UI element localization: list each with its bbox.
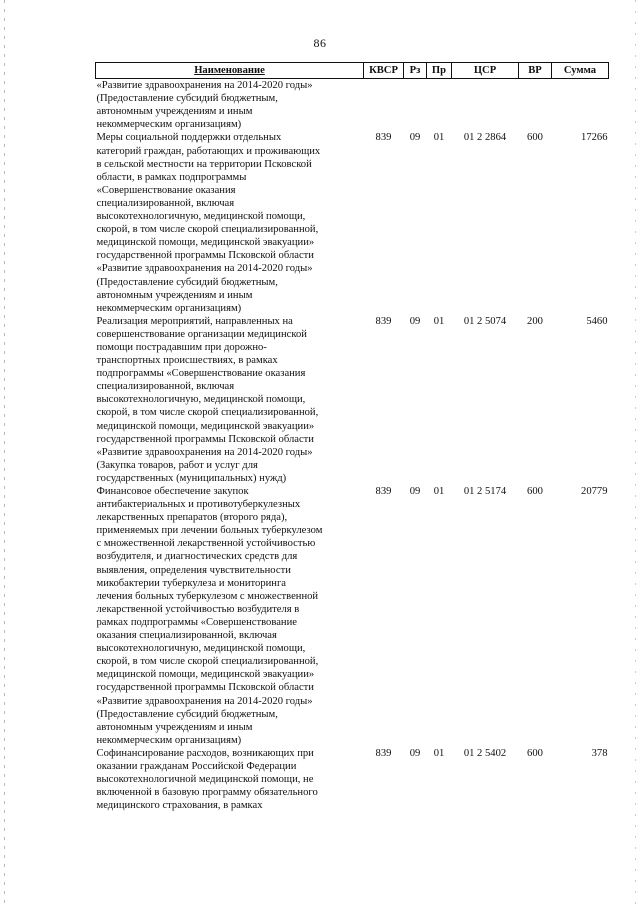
row-name-line: антибактериальных и противотуберкулезных — [96, 499, 301, 511]
table-row — [96, 79, 609, 132]
header-kvsr: КВСР — [364, 63, 404, 79]
row-name-line: в сельской местности на территории Псковской — [96, 158, 312, 170]
row-pr: 01 — [433, 315, 445, 327]
row-name-line: с множественной лекарственной устойчивостью — [96, 538, 316, 550]
header-vr: ВР — [519, 63, 552, 79]
row-csr: 01 2 2864 — [463, 132, 507, 144]
row-name-line: медицинского страхования, в рамках — [96, 800, 263, 812]
row-name-line: высокотехнологичной медицинской помощи, не — [96, 774, 314, 786]
row-name-line: оказания специализированной, включая — [96, 630, 277, 642]
row-sum: 5460 — [586, 315, 608, 327]
row-name — [96, 79, 364, 132]
row-name-line: рамках подпрограммы «Совершенствование — [96, 616, 297, 628]
row-name-line: высокотехнологичную, медицинской помощи, — [96, 643, 306, 655]
row-sum: 378 — [591, 747, 608, 759]
scan-edge-right — [635, 0, 636, 905]
row-name-line: (Предоставление субсидий бюджетным, — [96, 93, 278, 105]
row-sum — [552, 79, 609, 132]
row-pr: 01 — [433, 747, 445, 759]
row-name-line: автономным учреждениям и иным — [96, 721, 253, 733]
table-row — [96, 485, 609, 747]
row-csr: 01 2 5402 — [463, 747, 507, 759]
row-name — [96, 747, 364, 812]
budget-table — [95, 62, 609, 812]
row-sum: 20779 — [581, 486, 608, 497]
row-name-line: некоммерческим организациям) — [96, 119, 242, 131]
scan-edge-left — [4, 0, 5, 905]
table-header-row — [96, 63, 609, 79]
row-name-line: транспортных происшествиях, в рамках — [96, 355, 278, 367]
row-name-line: выявления, определения чувствительности — [96, 564, 291, 576]
row-name-line: оказании гражданам Российской Федерации — [96, 760, 297, 772]
row-name-line: помощи пострадавшим при дорожно- — [96, 341, 267, 353]
row-kvsr: 839 — [375, 747, 392, 759]
row-name-line: включенной в базовую программу обязательного — [96, 787, 318, 799]
row-name-line: лечения больных туберкулезом с множественной — [96, 590, 319, 602]
row-pr — [427, 79, 452, 132]
row-name-line: медицинской помощи, медицинской эвакуации» — [96, 669, 315, 681]
row-vr — [519, 79, 552, 132]
row-name-line: возбудителя, и диагностических средств для — [96, 551, 298, 563]
table-row — [96, 131, 609, 314]
row-name-line: высокотехнологичную, медицинской помощи, — [96, 211, 306, 223]
row-name-line: «Развитие здравоохранения на 2014-2020 годы» — [96, 80, 313, 92]
row-name-line: применяемых при лечении больных туберкулезом — [96, 525, 323, 537]
row-name-line: скорой, в том числе скорой специализированной, — [96, 656, 319, 668]
row-name-line: лекарственных препаратов (второго ряда), — [96, 512, 288, 524]
row-name-line: категорий граждан, работающих и проживающих — [96, 145, 321, 157]
header-csr: ЦСР — [452, 63, 519, 79]
row-name-line: подпрограммы «Совершенствование оказания — [96, 368, 306, 380]
table-row — [96, 747, 609, 812]
row-pr: 01 — [433, 486, 445, 497]
table-row — [96, 315, 609, 485]
row-kvsr: 839 — [375, 315, 392, 327]
row-name-line: медицинской помощи, медицинской эвакуации» — [96, 420, 315, 432]
row-name-line: «Развитие здравоохранения на 2014-2020 годы» — [96, 695, 313, 707]
row-name-line: (Закупка товаров, работ и услуг для — [96, 459, 258, 471]
row-name-line: Финансовое обеспечение закупок — [96, 486, 249, 497]
row-csr: 01 2 5174 — [463, 486, 507, 497]
row-rz: 09 — [409, 486, 421, 497]
row-kvsr: 839 — [375, 486, 392, 497]
row-name-line: некоммерческим организациям) — [96, 734, 242, 746]
row-name-line: «Совершенствование оказания — [96, 184, 236, 196]
row-name-line: государственной программы Псковской области — [96, 433, 314, 445]
row-name-line: медицинской помощи, медицинской эвакуации» — [96, 237, 315, 249]
row-name-line: государственной программы Псковской области — [96, 682, 314, 694]
row-kvsr: 839 — [375, 132, 392, 144]
row-rz: 09 — [409, 315, 421, 327]
page-number: 86 — [313, 36, 327, 50]
header-rz: Рз — [404, 63, 427, 79]
row-name-line: (Предоставление субсидий бюджетным, — [96, 276, 278, 288]
row-vr: 600 — [527, 132, 543, 144]
row-name-line: некоммерческим организациям) — [96, 302, 242, 314]
row-name-line: «Развитие здравоохранения на 2014-2020 годы» — [96, 263, 313, 275]
row-name-line: государственной программы Псковской области — [96, 250, 314, 262]
row-kvsr — [364, 79, 404, 132]
row-name-line: специализированной, включая — [96, 197, 235, 209]
row-pr: 01 — [433, 132, 445, 144]
row-name-line: государственных (муниципальных) нужд) — [96, 472, 287, 484]
row-csr — [452, 79, 519, 132]
row-name-line: автономным учреждениям и иным — [96, 289, 253, 301]
row-name-line: лекарственной устойчивостью возбудителя в — [96, 603, 300, 615]
row-name-line: высокотехнологичную, медицинской помощи, — [96, 394, 306, 406]
row-name — [96, 131, 364, 314]
row-vr: 200 — [527, 315, 543, 327]
row-name-line: области, в рамках подпрограммы — [96, 171, 247, 183]
row-rz — [404, 79, 427, 132]
row-rz: 09 — [409, 132, 421, 144]
row-name-line: совершенствование организации медицинской — [96, 328, 307, 340]
row-rz: 09 — [409, 747, 421, 759]
row-name-line: специализированной, включая — [96, 381, 235, 393]
row-name-line: микобактерии туберкулеза и мониторинга — [96, 577, 286, 589]
row-name-line: скорой, в том числе скорой специализированной, — [96, 407, 319, 419]
row-vr: 600 — [527, 486, 543, 497]
row-name-line: Реализация мероприятий, направленных на — [96, 315, 293, 327]
row-name-line: «Развитие здравоохранения на 2014-2020 годы» — [96, 446, 313, 458]
header-sum: Сумма — [552, 63, 609, 79]
row-name — [96, 485, 364, 747]
header-name: Наименование — [96, 63, 364, 79]
row-name-line: Меры социальной поддержки отдельных — [96, 132, 282, 144]
row-vr: 600 — [527, 747, 543, 759]
header-pr: Пр — [427, 63, 452, 79]
row-name-line: автономным учреждениям и иным — [96, 106, 253, 118]
row-csr: 01 2 5074 — [463, 315, 507, 327]
row-name-line: (Предоставление субсидий бюджетным, — [96, 708, 278, 720]
row-sum: 17266 — [581, 132, 608, 144]
row-name-line: скорой, в том числе скорой специализированной, — [96, 224, 319, 236]
row-name-line: Софинансирование расходов, возникающих при — [96, 747, 314, 759]
row-name — [96, 315, 364, 485]
